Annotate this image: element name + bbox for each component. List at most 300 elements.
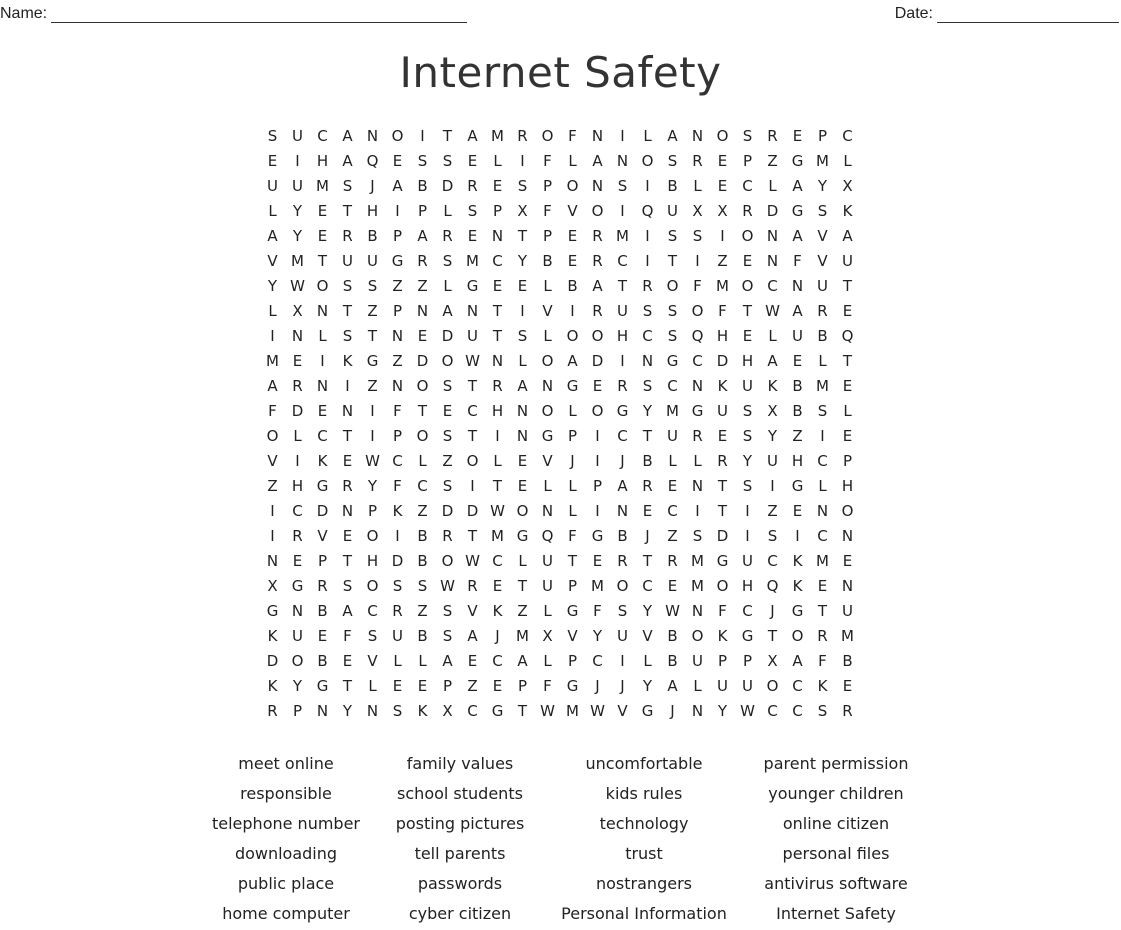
- grid-letter: J: [570, 452, 575, 470]
- grid-letter: P: [392, 427, 403, 445]
- grid-letter: N: [391, 377, 404, 395]
- grid-letter: B: [667, 652, 678, 670]
- grid-letter: R: [467, 577, 478, 595]
- grid-letter: U: [292, 127, 303, 145]
- grid-letter: R: [717, 452, 728, 470]
- grid-letter: H: [616, 327, 629, 345]
- grid-letter: U: [742, 377, 753, 395]
- grid-letter: N: [541, 502, 554, 520]
- grid-letter: M: [666, 402, 679, 420]
- grid-letter: A: [592, 277, 603, 295]
- grid-letter: F: [793, 252, 802, 270]
- grid-letter: L: [568, 152, 577, 170]
- grid-letter: W: [440, 577, 455, 595]
- grid-letter: O: [741, 277, 754, 295]
- grid-letter: R: [767, 127, 778, 145]
- grid-letter: S: [817, 202, 828, 220]
- grid-letter: S: [817, 702, 828, 720]
- grid-row: [260, 174, 860, 199]
- grid-letter: D: [591, 352, 604, 370]
- grid-letter: N: [691, 377, 704, 395]
- grid-letter: I: [645, 252, 650, 270]
- word-bank-item: tell parents: [414, 844, 506, 863]
- grid-letter: S: [517, 177, 528, 195]
- grid-letter: N: [466, 302, 479, 320]
- grid-letter: N: [841, 577, 854, 595]
- grid-letter: S: [692, 227, 703, 245]
- word-bank-item: downloading: [234, 844, 338, 863]
- grid-letter: R: [817, 302, 828, 320]
- grid-letter: I: [570, 302, 575, 320]
- grid-letter: P: [417, 202, 428, 220]
- grid-letter: S: [417, 577, 428, 595]
- grid-letter: C: [417, 477, 428, 495]
- grid-letter: M: [816, 552, 829, 570]
- grid-letter: A: [267, 227, 278, 245]
- grid-letter: U: [667, 427, 678, 445]
- grid-letter: V: [367, 652, 378, 670]
- grid-letter: L: [293, 427, 302, 445]
- grid-letter: R: [292, 377, 303, 395]
- word-bank-item: antivirus software: [764, 874, 908, 893]
- grid-letter: T: [492, 327, 503, 345]
- word-bank: [196, 749, 928, 929]
- grid-letter: A: [442, 302, 453, 320]
- grid-letter: C: [617, 427, 628, 445]
- grid-letter: E: [392, 152, 403, 170]
- grid-letter: C: [292, 502, 303, 520]
- grid-letter: S: [667, 302, 678, 320]
- grid-letter: S: [392, 702, 403, 720]
- grid-letter: K: [267, 627, 278, 645]
- grid-letter: F: [543, 202, 552, 220]
- grid-letter: A: [842, 227, 853, 245]
- grid-letter: L: [543, 277, 552, 295]
- grid-letter: O: [541, 352, 554, 370]
- grid-letter: J: [370, 177, 375, 195]
- grid-letter: O: [466, 452, 479, 470]
- grid-letter: W: [365, 452, 380, 470]
- grid-letter: X: [267, 577, 278, 595]
- grid-letter: R: [442, 227, 453, 245]
- grid-letter: I: [745, 502, 750, 520]
- grid-letter: T: [642, 552, 653, 570]
- grid-letter: O: [566, 177, 579, 195]
- grid-letter: R: [392, 602, 403, 620]
- grid-letter: C: [492, 252, 503, 270]
- grid-letter: L: [643, 127, 652, 145]
- grid-letter: G: [591, 527, 604, 545]
- grid-letter: H: [716, 327, 729, 345]
- grid-letter: K: [792, 577, 803, 595]
- grid-letter: O: [266, 427, 279, 445]
- grid-letter: R: [442, 527, 453, 545]
- grid-letter: G: [716, 552, 729, 570]
- grid-letter: N: [591, 177, 604, 195]
- grid-letter: L: [818, 477, 827, 495]
- grid-letter: X: [767, 402, 778, 420]
- grid-letter: R: [292, 527, 303, 545]
- grid-letter: K: [392, 502, 403, 520]
- grid-letter: Z: [517, 602, 528, 620]
- grid-letter: B: [417, 177, 428, 195]
- grid-letter: A: [517, 377, 528, 395]
- grid-letter: A: [342, 127, 353, 145]
- grid-row: [260, 149, 860, 174]
- grid-letter: O: [541, 402, 554, 420]
- grid-letter: S: [817, 402, 828, 420]
- grid-letter: K: [817, 677, 828, 695]
- grid-row: [260, 274, 860, 299]
- grid-letter: H: [291, 477, 304, 495]
- grid-letter: T: [342, 302, 353, 320]
- grid-letter: F: [543, 152, 552, 170]
- grid-letter: Q: [841, 327, 854, 345]
- grid-letter: I: [270, 502, 275, 520]
- grid-letter: E: [842, 552, 853, 570]
- grid-letter: M: [491, 127, 504, 145]
- grid-letter: I: [270, 527, 275, 545]
- grid-letter: O: [566, 327, 579, 345]
- grid-letter: N: [316, 377, 329, 395]
- grid-letter: E: [292, 352, 303, 370]
- grid-letter: W: [490, 502, 505, 520]
- grid-letter: S: [617, 602, 628, 620]
- grid-row: [260, 574, 860, 599]
- grid-letter: M: [466, 252, 479, 270]
- grid-letter: F: [343, 627, 352, 645]
- grid-letter: S: [367, 627, 378, 645]
- grid-letter: S: [742, 427, 753, 445]
- letter-grid: [260, 124, 860, 724]
- grid-letter: B: [417, 527, 428, 545]
- grid-letter: C: [742, 602, 753, 620]
- grid-letter: S: [667, 152, 678, 170]
- grid-letter: E: [642, 502, 653, 520]
- grid-letter: I: [395, 202, 400, 220]
- grid-letter: E: [592, 552, 603, 570]
- grid-letter: Y: [767, 427, 778, 445]
- grid-letter: V: [642, 627, 653, 645]
- grid-letter: R: [842, 702, 853, 720]
- grid-letter: M: [291, 252, 304, 270]
- grid-letter: U: [292, 627, 303, 645]
- grid-letter: F: [818, 652, 827, 670]
- grid-letter: U: [542, 552, 553, 570]
- grid-letter: R: [417, 252, 428, 270]
- grid-letter: I: [270, 327, 275, 345]
- grid-letter: D: [266, 652, 279, 670]
- grid-letter: S: [667, 227, 678, 245]
- grid-letter: I: [620, 127, 625, 145]
- grid-letter: A: [342, 602, 353, 620]
- grid-letter: I: [620, 352, 625, 370]
- grid-letter: O: [716, 577, 729, 595]
- grid-letter: G: [541, 427, 554, 445]
- grid-letter: A: [467, 127, 478, 145]
- grid-row: [260, 374, 860, 399]
- word-bank-item: nostrangers: [596, 874, 692, 893]
- grid-letter: G: [641, 702, 654, 720]
- grid-letter: C: [392, 452, 403, 470]
- grid-letter: W: [590, 702, 605, 720]
- grid-letter: G: [741, 627, 754, 645]
- grid-letter: T: [567, 552, 578, 570]
- grid-letter: B: [317, 602, 328, 620]
- grid-letter: W: [465, 352, 480, 370]
- grid-letter: W: [465, 552, 480, 570]
- grid-letter: J: [670, 702, 675, 720]
- grid-letter: M: [841, 627, 854, 645]
- grid-letter: R: [467, 177, 478, 195]
- grid-letter: N: [616, 152, 629, 170]
- grid-letter: V: [567, 627, 578, 645]
- grid-letter: C: [792, 702, 803, 720]
- grid-letter: B: [792, 377, 803, 395]
- grid-letter: E: [717, 427, 728, 445]
- grid-letter: P: [392, 227, 403, 245]
- grid-letter: N: [491, 227, 504, 245]
- grid-letter: O: [591, 202, 604, 220]
- grid-letter: S: [617, 177, 628, 195]
- grid-letter: K: [767, 377, 778, 395]
- word-bank-item: uncomfortable: [585, 754, 703, 773]
- grid-letter: U: [742, 552, 753, 570]
- grid-letter: Z: [417, 602, 428, 620]
- grid-letter: P: [742, 152, 753, 170]
- grid-letter: Y: [292, 227, 303, 245]
- grid-letter: X: [292, 302, 303, 320]
- grid-letter: O: [691, 627, 704, 645]
- grid-letter: Y: [642, 677, 653, 695]
- grid-letter: M: [316, 177, 329, 195]
- grid-letter: Y: [642, 602, 653, 620]
- grid-row: [260, 124, 860, 149]
- grid-letter: B: [817, 327, 828, 345]
- grid-letter: B: [617, 527, 628, 545]
- grid-letter: X: [542, 627, 553, 645]
- grid-letter: T: [517, 702, 528, 720]
- grid-letter: V: [267, 252, 278, 270]
- grid-letter: Z: [267, 477, 278, 495]
- grid-row: [260, 324, 860, 349]
- grid-letter: Z: [392, 277, 403, 295]
- grid-letter: E: [567, 227, 578, 245]
- grid-letter: E: [842, 377, 853, 395]
- grid-letter: D: [716, 352, 729, 370]
- grid-letter: Q: [366, 152, 379, 170]
- grid-letter: S: [667, 327, 678, 345]
- grid-letter: T: [517, 577, 528, 595]
- grid-letter: B: [367, 227, 378, 245]
- grid-letter: P: [317, 552, 328, 570]
- grid-letter: N: [391, 327, 404, 345]
- grid-letter: G: [791, 152, 804, 170]
- grid-letter: I: [620, 652, 625, 670]
- grid-letter: M: [266, 352, 279, 370]
- grid-letter: P: [542, 177, 553, 195]
- grid-letter: N: [691, 602, 704, 620]
- grid-letter: Y: [642, 402, 653, 420]
- grid-letter: I: [695, 502, 700, 520]
- grid-letter: K: [342, 352, 353, 370]
- grid-letter: E: [717, 177, 728, 195]
- grid-letter: O: [391, 127, 404, 145]
- name-field[interactable]: [0, 4, 467, 23]
- grid-row: [260, 224, 860, 249]
- grid-letter: U: [542, 577, 553, 595]
- grid-letter: E: [267, 152, 278, 170]
- grid-letter: U: [717, 677, 728, 695]
- grid-letter: G: [316, 677, 329, 695]
- grid-letter: B: [642, 452, 653, 470]
- grid-letter: C: [492, 652, 503, 670]
- grid-letter: F: [568, 527, 577, 545]
- grid-letter: E: [517, 277, 528, 295]
- grid-letter: V: [542, 452, 553, 470]
- grid-letter: S: [442, 602, 453, 620]
- word-bank-item: younger children: [768, 784, 904, 803]
- grid-letter: D: [441, 327, 454, 345]
- grid-letter: E: [792, 127, 803, 145]
- grid-letter: R: [317, 577, 328, 595]
- grid-letter: E: [317, 627, 328, 645]
- date-blank-line[interactable]: [937, 4, 1119, 23]
- grid-letter: U: [267, 177, 278, 195]
- grid-letter: S: [467, 202, 478, 220]
- grid-letter: C: [317, 427, 328, 445]
- grid-letter: U: [817, 277, 828, 295]
- grid-letter: H: [366, 202, 379, 220]
- grid-letter: D: [441, 502, 454, 520]
- grid-letter: S: [367, 277, 378, 295]
- grid-letter: P: [567, 577, 578, 595]
- grid-letter: B: [417, 552, 428, 570]
- name-blank-line[interactable]: [51, 4, 467, 23]
- grid-letter: C: [767, 702, 778, 720]
- grid-letter: D: [766, 202, 779, 220]
- grid-letter: H: [366, 552, 379, 570]
- grid-letter: L: [543, 477, 552, 495]
- grid-letter: C: [842, 127, 853, 145]
- grid-letter: C: [367, 602, 378, 620]
- grid-letter: L: [518, 352, 527, 370]
- word-bank-item: online citizen: [782, 814, 890, 833]
- grid-letter: N: [766, 252, 779, 270]
- puzzle-title: Internet Safety: [399, 48, 722, 97]
- grid-letter: C: [667, 502, 678, 520]
- grid-letter: O: [441, 552, 454, 570]
- grid-letter: U: [392, 627, 403, 645]
- grid-letter: L: [418, 452, 427, 470]
- grid-row: [260, 299, 860, 324]
- grid-letter: L: [318, 327, 327, 345]
- grid-letter: M: [566, 702, 579, 720]
- grid-letter: S: [442, 252, 453, 270]
- grid-letter: D: [441, 177, 454, 195]
- grid-letter: P: [442, 677, 453, 695]
- grid-row: [260, 399, 860, 424]
- grid-letter: N: [291, 327, 304, 345]
- grid-letter: I: [595, 502, 600, 520]
- date-field[interactable]: [895, 4, 1119, 23]
- grid-letter: P: [492, 202, 503, 220]
- word-bank-item: posting pictures: [395, 814, 525, 833]
- grid-letter: E: [717, 152, 728, 170]
- word-bank-item: Personal Information: [561, 904, 727, 923]
- grid-letter: L: [818, 352, 827, 370]
- grid-letter: L: [768, 327, 777, 345]
- grid-row: [260, 449, 860, 474]
- grid-letter: R: [592, 302, 603, 320]
- grid-letter: T: [442, 127, 453, 145]
- grid-letter: E: [592, 377, 603, 395]
- grid-letter: A: [792, 302, 803, 320]
- grid-letter: G: [616, 402, 629, 420]
- grid-letter: S: [767, 527, 778, 545]
- grid-letter: C: [617, 252, 628, 270]
- grid-letter: B: [667, 627, 678, 645]
- grid-letter: N: [591, 127, 604, 145]
- grid-letter: C: [492, 552, 503, 570]
- grid-letter: F: [393, 402, 402, 420]
- grid-letter: E: [467, 227, 478, 245]
- grid-letter: D: [716, 527, 729, 545]
- grid-letter: S: [342, 277, 353, 295]
- grid-letter: L: [843, 402, 852, 420]
- grid-letter: U: [767, 452, 778, 470]
- word-bank-item: technology: [599, 814, 689, 833]
- grid-letter: A: [667, 677, 678, 695]
- grid-letter: I: [645, 227, 650, 245]
- word-column: [544, 749, 744, 929]
- grid-letter: Q: [541, 527, 554, 545]
- grid-letter: M: [491, 527, 504, 545]
- grid-letter: O: [316, 277, 329, 295]
- grid-letter: W: [665, 602, 680, 620]
- grid-letter: G: [566, 377, 579, 395]
- grid-letter: N: [366, 702, 379, 720]
- grid-letter: A: [392, 177, 403, 195]
- grid-row: [260, 199, 860, 224]
- grid-letter: E: [292, 552, 303, 570]
- grid-letter: I: [595, 427, 600, 445]
- word-bank-item: parent permission: [763, 754, 909, 773]
- grid-letter: O: [416, 377, 429, 395]
- grid-letter: Y: [717, 702, 728, 720]
- grid-letter: A: [342, 152, 353, 170]
- grid-row: [260, 649, 860, 674]
- grid-letter: E: [667, 477, 678, 495]
- grid-row: [260, 674, 860, 699]
- grid-letter: L: [543, 652, 552, 670]
- word-bank-item: public place: [237, 874, 335, 893]
- grid-letter: N: [766, 227, 779, 245]
- grid-letter: G: [366, 352, 379, 370]
- grid-letter: D: [291, 402, 304, 420]
- grid-letter: C: [767, 277, 778, 295]
- grid-row: [260, 424, 860, 449]
- grid-row: [260, 249, 860, 274]
- grid-letter: S: [392, 577, 403, 595]
- grid-letter: O: [366, 527, 379, 545]
- grid-letter: J: [770, 602, 775, 620]
- word-bank-item: responsible: [240, 784, 332, 803]
- grid-letter: M: [816, 377, 829, 395]
- grid-letter: U: [792, 327, 803, 345]
- grid-letter: I: [645, 177, 650, 195]
- grid-letter: E: [317, 402, 328, 420]
